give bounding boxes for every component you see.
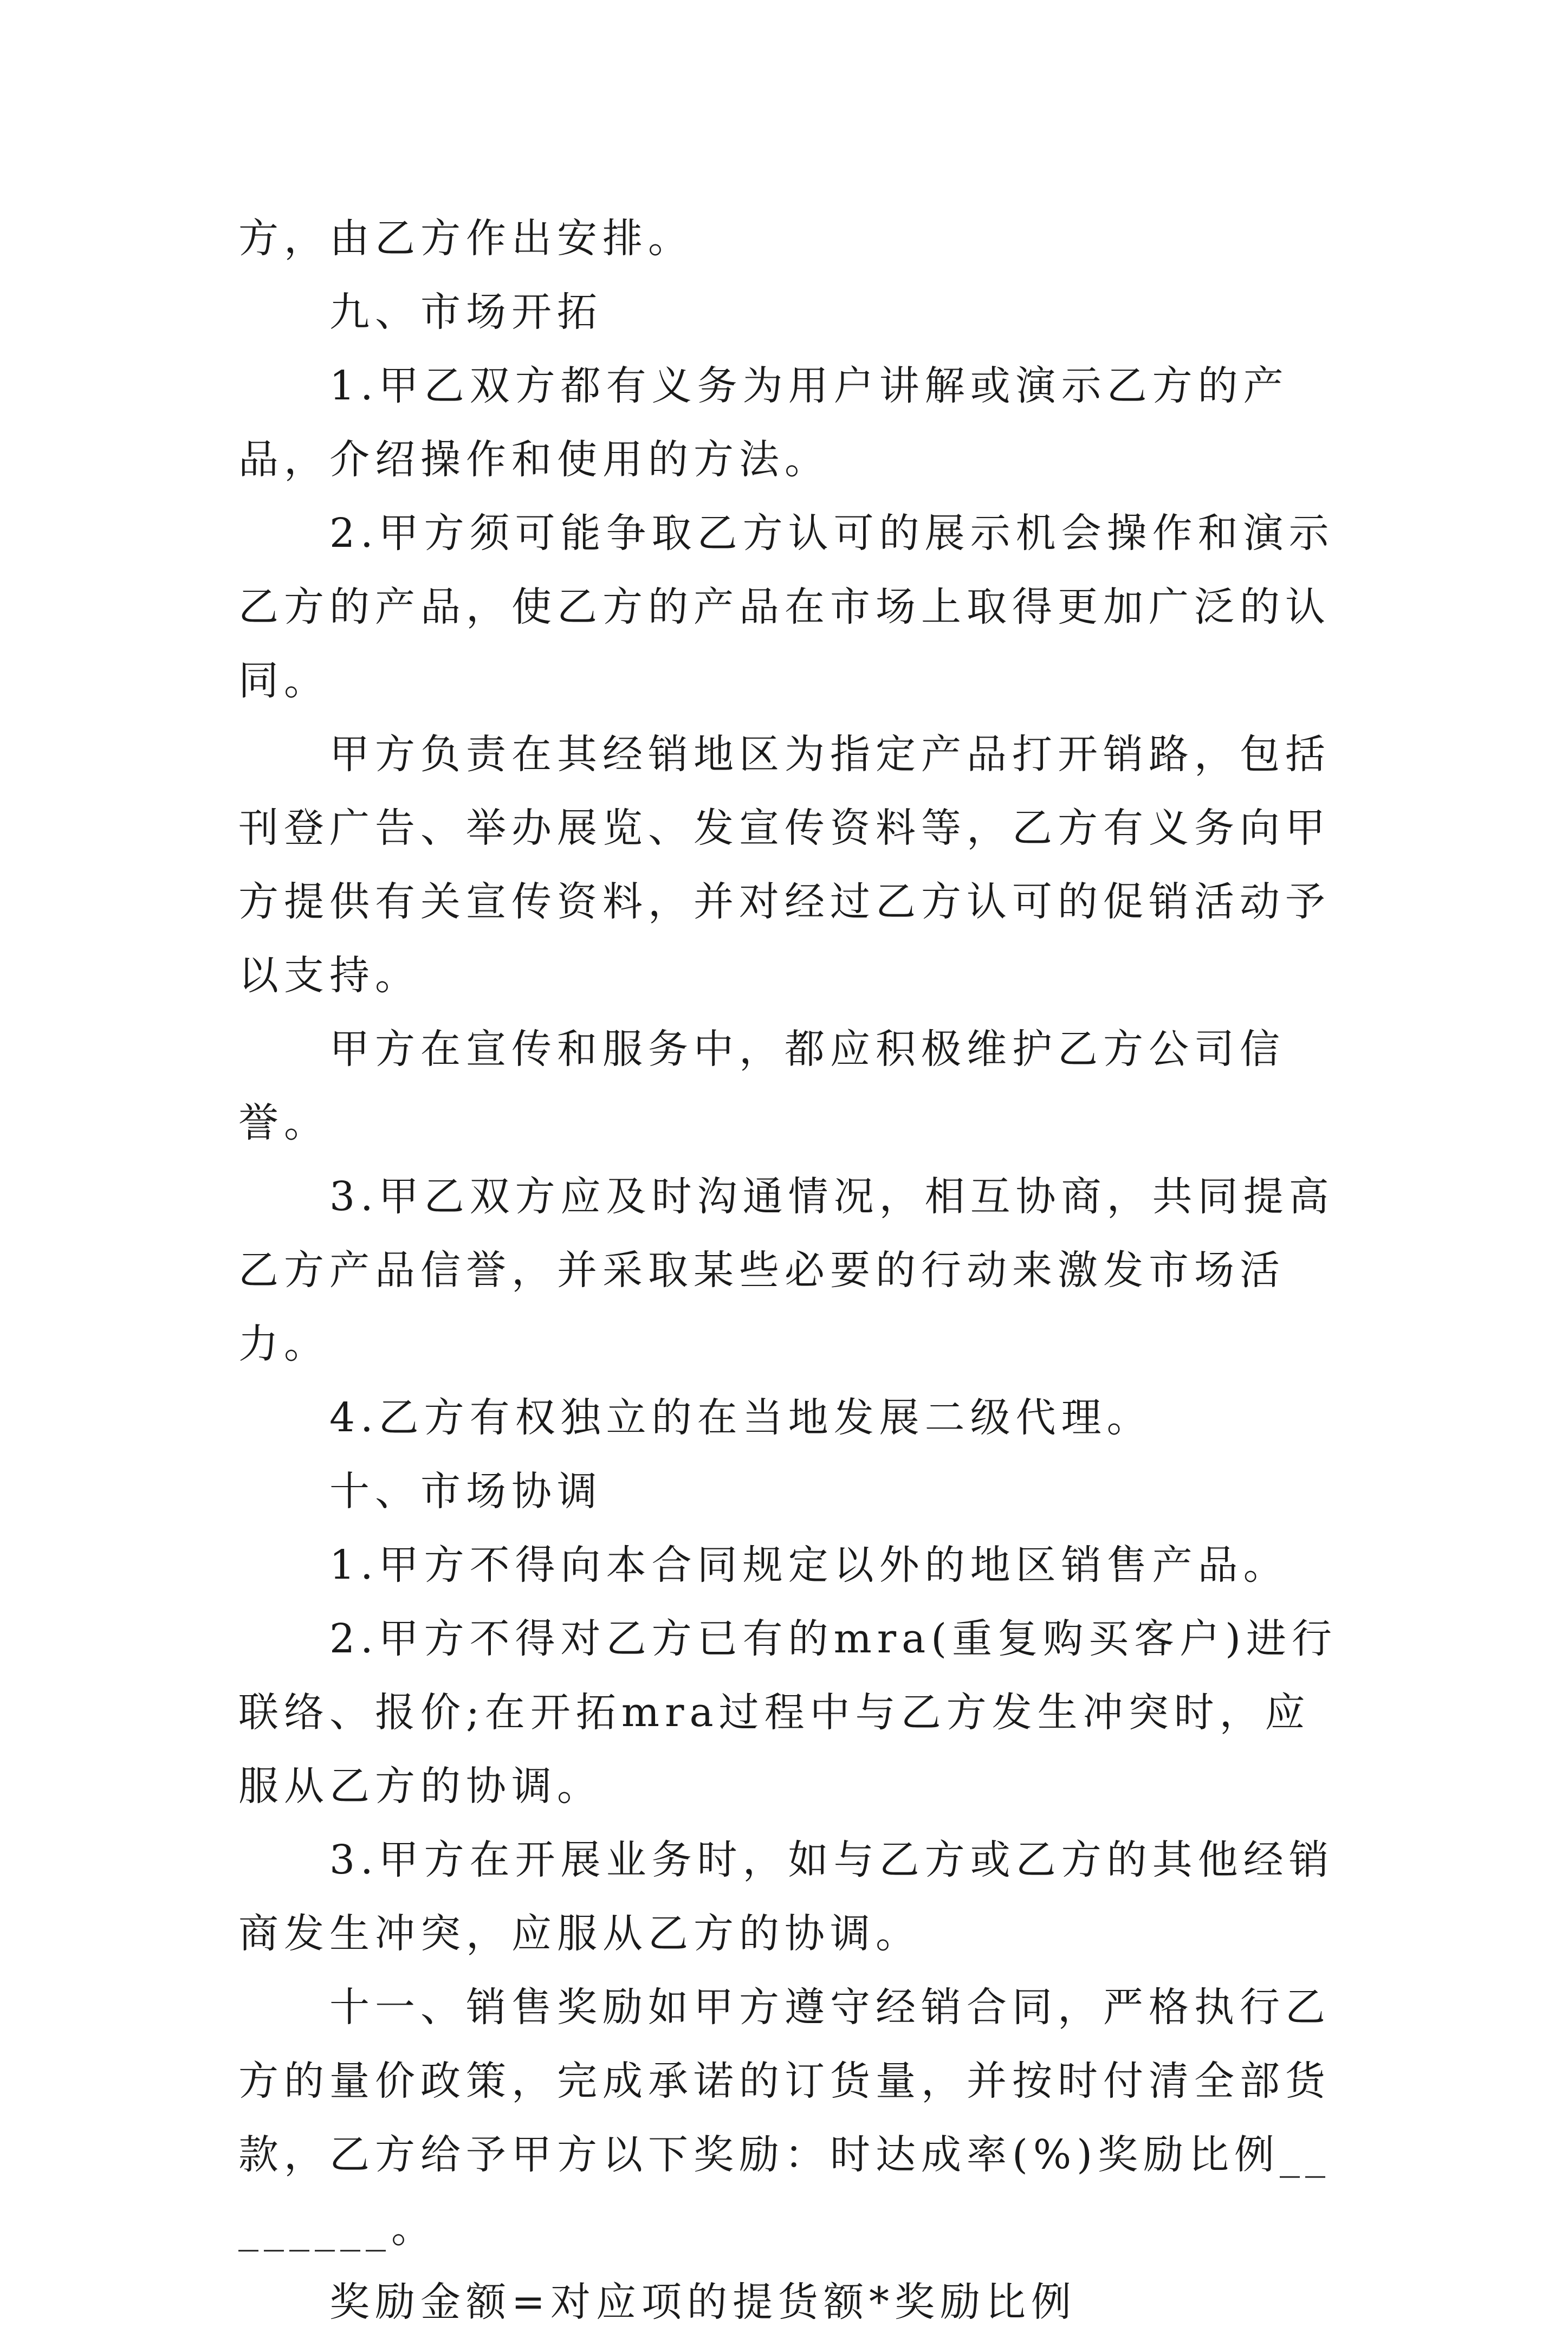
paragraph-10-1: 1.甲方不得向本合同规定以外的地区销售产品。 (329, 1542, 1289, 1588)
section-heading-9: 九、市场开拓 (329, 289, 602, 335)
document-body (238, 202, 1350, 2339)
paragraph-9-promotion: 甲方负责在其经销地区为指定产品打开销路，包括刊登广告、举办展览、发宣传资料等，乙方有义务向甲方提供有关宣传资料，并对经过乙方认可的促销活动予以支持。 (238, 731, 1331, 999)
paragraph-11-reward: 十一、销售奖励如甲方遵守经销合同，严格执行乙方的量价政策，完成承诺的订货量，并按时付清全部货款，乙方给予甲方以下奖励：时达成率(%)奖励比例________。 (238, 1984, 1331, 2252)
paragraph-9-1: 1.甲乙双方都有义务为用户讲解或演示乙方的产品，介绍操作和使用的方法。 (238, 363, 1289, 483)
paragraph-continuation: 方，由乙方作出安排。 (238, 215, 694, 262)
paragraph-10-2: 2.甲方不得对乙方已有的mra(重复购买客户)进行联络、报价;在开拓mra过程中与乙方发生冲突时，应服从乙方的协调。 (238, 1616, 1338, 1810)
paragraph-11-formula: 奖励金额=对应项的提货额*奖励比例 (329, 2279, 1077, 2325)
paragraph-9-2: 2.甲方须可能争取乙方认可的展示机会操作和演示乙方的产品，使乙方的产品在市场上取得更加广泛的认同。 (238, 510, 1334, 704)
paragraph-9-reputation: 甲方在宣传和服务中，都应积极维护乙方公司信誉。 (238, 1026, 1285, 1146)
paragraph-10-3: 3.甲方在开展业务时，如与乙方或乙方的其他经销商发生冲突，应服从乙方的协调。 (238, 1837, 1334, 1957)
paragraph-9-3: 3.甲乙双方应及时沟通情况，相互协商，共同提高乙方产品信誉，并采取某些必要的行动来激发市场活力。 (238, 1173, 1334, 1367)
paragraph-9-4: 4.乙方有权独立的在当地发展二级代理。 (329, 1394, 1152, 1441)
section-heading-10: 十、市场协调 (329, 1468, 602, 1515)
